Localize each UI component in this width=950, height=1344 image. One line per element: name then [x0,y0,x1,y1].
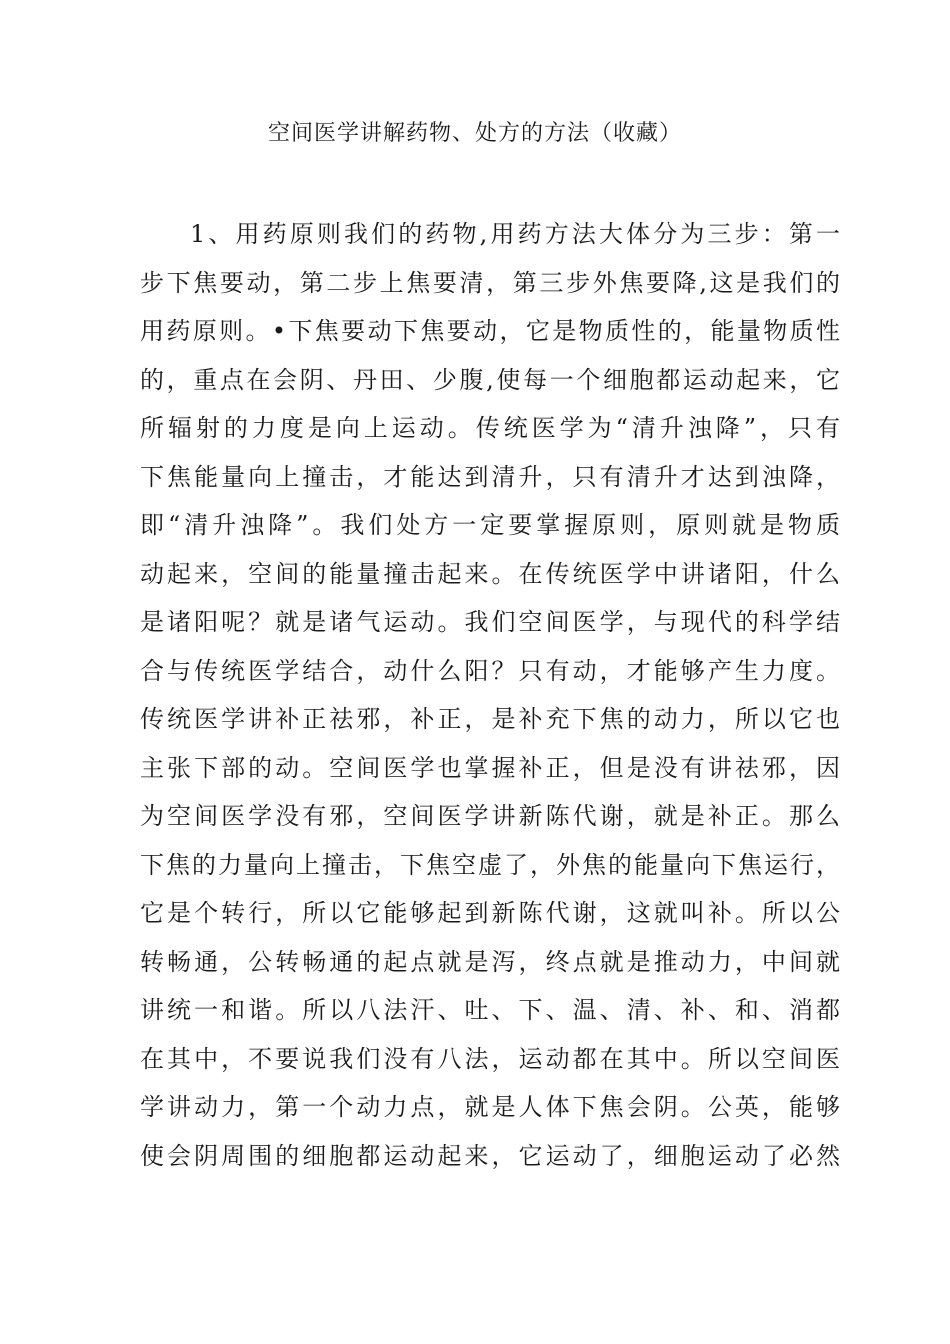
document-title: 空间医学讲解药物、处方的方法（收藏） [267,121,682,146]
body-line: 动起来，空间的能量撞击起来。在传统医学中讲诸阳，什么 [140,559,840,588]
body-line: 主张下部的动。空间医学也掌握补正，但是没有讲祛邪，因 [140,753,840,782]
body-line: 下焦能量向上撞击，才能达到清升，只有清升才达到浊降， [140,462,840,491]
body-line: 使会阴周围的细胞都运动起来，它运动了，细胞运动了必然 [140,1141,840,1170]
body-line: 转畅通，公转畅通的起点就是泻，终点就是推动力，中间就 [140,947,840,976]
body-line: 即“清升浊降”。我们处方一定要掌握原则，原则就是物质 [140,511,840,539]
body-line: 下焦的力量向上撞击，下焦空虚了，外焦的能量向下焦运行， [140,850,840,879]
body-line: 步下焦要动，第二步上焦要清，第三步外焦要降,这是我们的 [140,268,840,297]
document-body [140,210,840,1180]
body-line: 用药原则。•下焦要动下焦要动，它是物质性的，能量物质性 [140,317,840,345]
body-line: 讲统一和谐。所以八法汗、吐、下、温、清、补、和、消都 [140,996,840,1024]
body-line: 为空间医学没有邪，空间医学讲新陈代谢，就是补正。那么 [140,802,840,830]
body-line: 1、用药原则我们的药物,用药方法大体分为三步：第一 [190,220,840,248]
body-line: 传统医学讲补正祛邪，补正，是补充下焦的动力，所以它也 [140,705,840,733]
body-line: 所辐射的力度是向上运动。传统医学为“清升浊降”，只有 [140,414,840,442]
body-line: 它是个转行，所以它能够起到新陈代谢，这就叫补。所以公 [140,899,840,927]
body-line: 的，重点在会阴、丹田、少腹,使每一个细胞都运动起来，它 [140,365,840,394]
body-line: 在其中，不要说我们没有八法，运动都在其中。所以空间医 [140,1044,840,1073]
body-line: 是诸阳呢？就是诸气运动。我们空间医学，与现代的科学结 [140,608,840,636]
body-line: 合与传统医学结合，动什么阳？只有动，才能够产生力度。 [140,656,840,685]
body-line: 学讲动力，第一个动力点，就是人体下焦会阴。公英，能够 [140,1093,840,1121]
